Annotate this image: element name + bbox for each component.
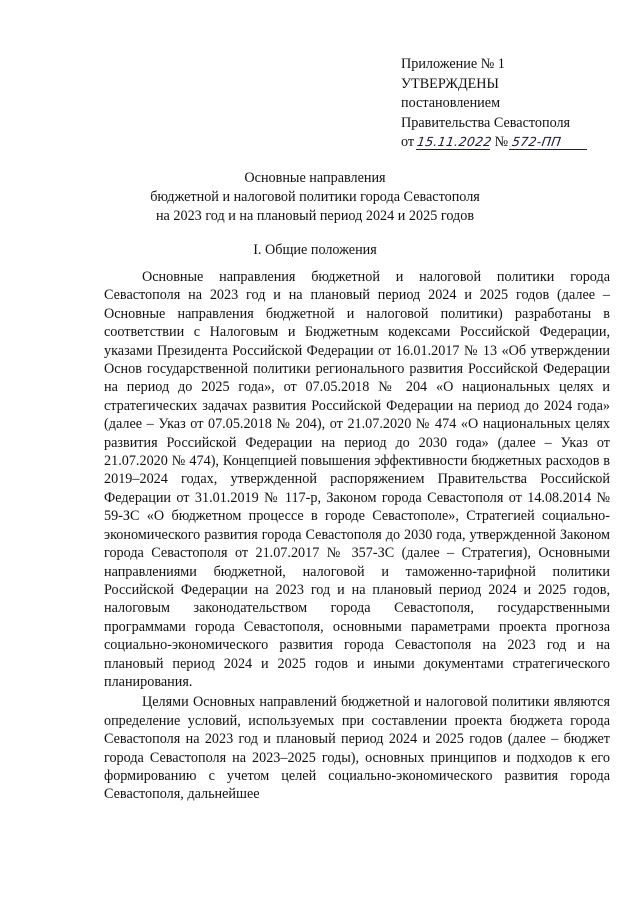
title-line-3: на 2023 год и на плановый период 2024 и 2025 годов: [155, 208, 475, 224]
title-line-1: Основные направления: [244, 170, 386, 186]
number-label: №: [494, 134, 509, 151]
title-line-2: бюджетной и налоговой политики города Севастополя: [150, 189, 480, 205]
appendix-label: Приложение № 1: [401, 56, 505, 72]
document-body: [104, 268, 610, 804]
date-number-line: [401, 133, 616, 153]
paragraph: Целями Основных направлений бюджетной и налоговой политики являются определение условий, используемых при составлении проекта бюджета города Севастополя на 2023 год и плановый период 2024 и 2025 годов (далее – бюджет города Севастополя на 2023–2025 годы), основных принципов и подходов к его формированию с учетом целей социально-экономического развития города Севастополя, дальнейшее: [104, 694, 610, 803]
handwritten-date: 15.11.2022: [416, 134, 493, 150]
from-label: от: [401, 134, 415, 151]
resolution-label: постановлением: [401, 95, 501, 112]
approved-label: УТВЕРЖДЕНЫ: [401, 75, 499, 92]
section-heading: I. Общие положения: [253, 242, 377, 258]
handwritten-number: 572-ПП: [509, 135, 589, 150]
government-label: Правительства Севастополя: [401, 114, 571, 131]
document-title: [150, 169, 480, 226]
approval-block: [401, 55, 616, 153]
paragraph: Основные направления бюджетной и налоговой политики города Севастополя на 2023 год и на плановый период 2024 и 2025 годов (далее – Основные направления бюджетной и налоговой политики) разработаны в соответствии с Налоговым и Бюджетным кодексами Российской Федерации, указами Президента Российской Федерации от 16.01.2017 № 13 «Об утверждении Основ государственной политики регионального развития Российской Федерации на период до 2025 года», от 07.05.2018 № 204 «О национальных целях и стратегических задачах развития Российской Федерации на период до 2024 года» (далее – Указ от 07.05.2018 № 204), от 21.07.2020 № 474 «О национальных целях развития Российской Федерации на период до 2030 года» (далее – Указ от 21.07.2020 № 474), Концепцией повышения эффективности бюджетных расходов в 2019–2024 годах, утвержденной распоряжением Правительства Российской Федерации от 31.01.2019 № 117-р, Законом города Севастополя от 14.08.2014 № 59-ЗС «О бюджетном процессе в городе Севастополе», Стратегией социально-экономического развития города Севастополя до 2030 года, утвержденной Законом города Севастополя от 21.07.2017 № 357-ЗС (далее – Стратегия), Основными направлениями бюджетной, налоговой и таможенно-тарифной политики Российской Федерации на 2023 год и на плановый период 2024 и 2025 годов, налоговым законодательством города Севастополя, государственными программами города Севастополя, основными параметрами проекта прогноза социально-экономического развития города Севастополя на 2023 год и на плановый период 2024 и 2025 годов и иными документами стратегического планирования.: [104, 269, 610, 690]
